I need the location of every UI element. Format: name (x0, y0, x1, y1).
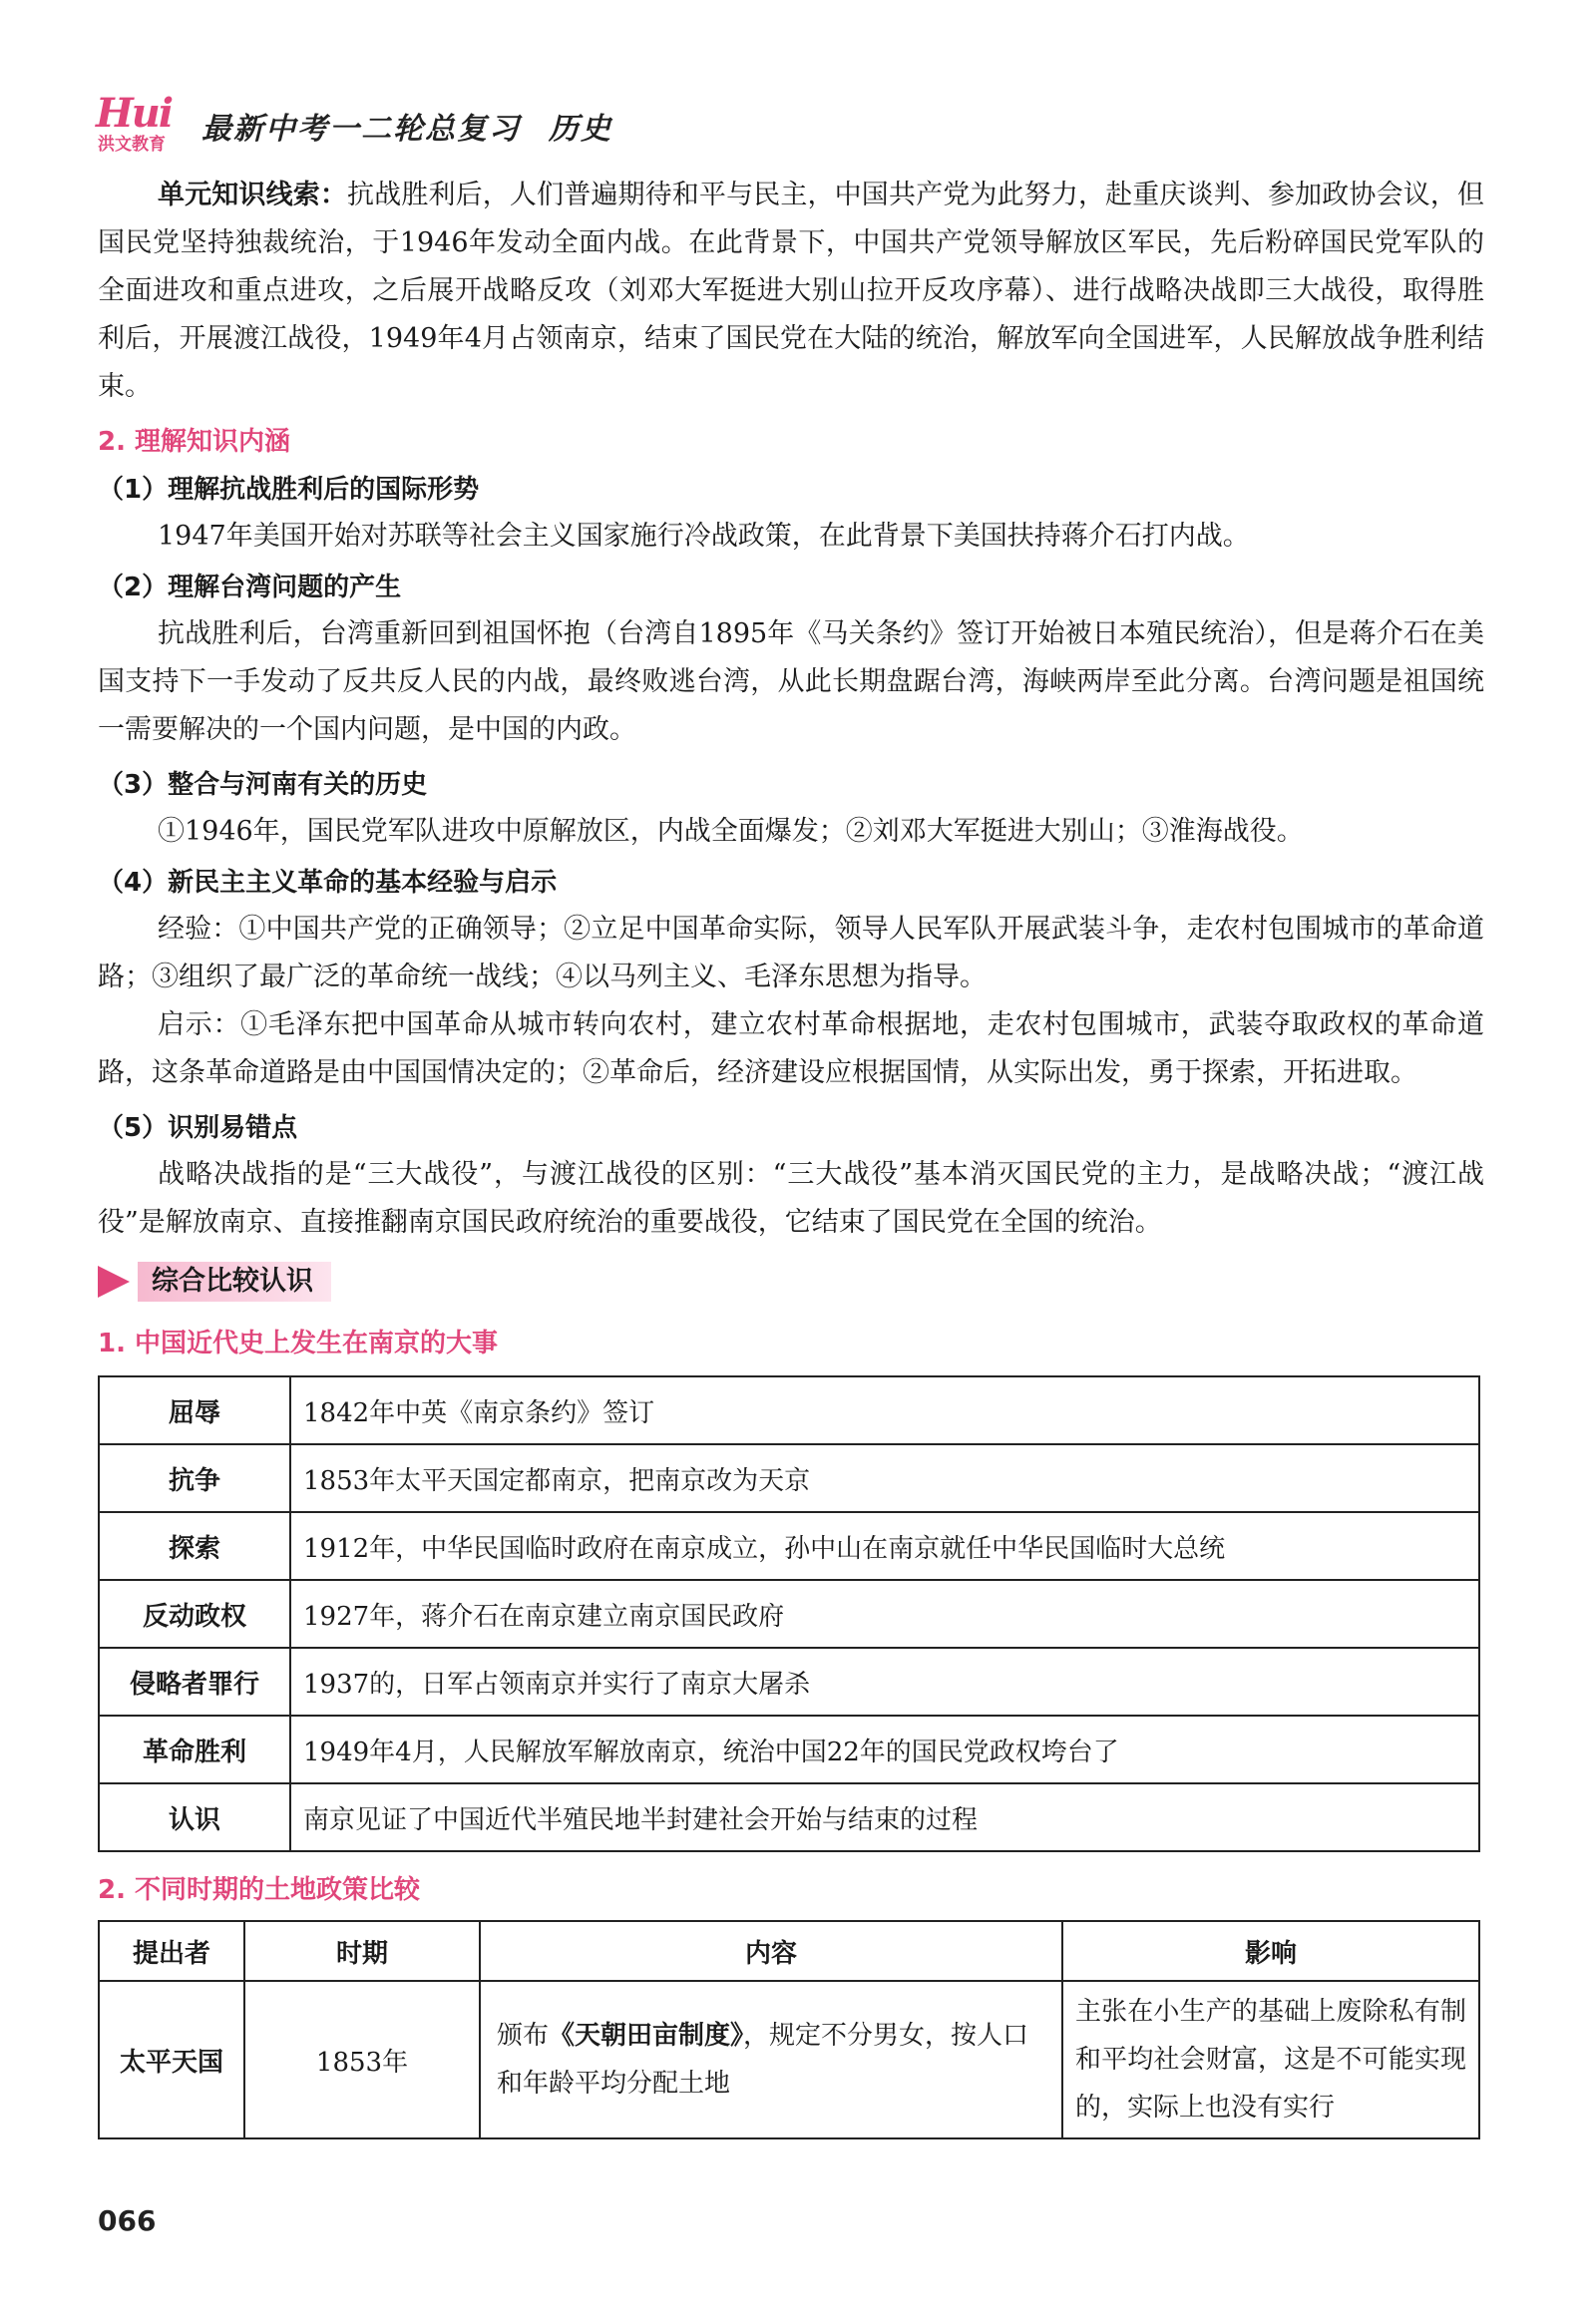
effect-cell: 主张在小生产的基础上废除私有制和平均社会财富，这是不可能实现的，实际上也没有实行 (1062, 1981, 1479, 2138)
content-highlight: 《天朝田亩制度》 (549, 2021, 744, 2051)
table-header-row (99, 1921, 1479, 1981)
row-value: 1927年，蒋介石在南京建立南京国民政府 (290, 1580, 1479, 1648)
row-key: 反动政权 (99, 1580, 290, 1648)
table-row (99, 1648, 1479, 1716)
paragraph-experience: 经验：①中国共产党的正确领导；②立足中国革命实际，领导人民军队开展武装斗争，走农村包围城市的革命道路；③组织了最广泛的革命统一战线；④以马列主义、毛泽东思想为指导。 (98, 914, 1484, 992)
proposer-cell: 太平天国 (99, 1981, 244, 2138)
paragraph: 1947年美国开始对苏联等社会主义国家施行冷战政策，在此背景下美国扶持蒋介石打内战。 (158, 521, 1250, 552)
content-prefix: 颁布 (497, 2021, 550, 2051)
subsection-body-4 (98, 906, 1484, 1097)
row-key: 抗争 (99, 1444, 290, 1512)
row-key: 革命胜利 (99, 1716, 290, 1783)
table-row (99, 1580, 1479, 1648)
page-number: 066 (98, 2204, 157, 2237)
logo-text: 洪文教育 (98, 135, 166, 155)
nanjing-events-table (98, 1375, 1480, 1852)
table-row (99, 1716, 1479, 1783)
page-header (92, 90, 1508, 156)
table2-heading: 2. 不同时期的土地政策比较 (98, 1875, 421, 1905)
row-value: 1853年太平天国定都南京，把南京改为天京 (290, 1444, 1479, 1512)
table-row (99, 1783, 1479, 1851)
paragraph-enlightenment: 启示：①毛泽东把中国革命从城市转向农村，建立农村革命根据地，走农村包围城市，武装夺取政权的革命道路，这条革命道路是由中国国情决定的；②革命后，经济建设应根据国情，从实际出发，勇于探索，开拓进取。 (98, 1009, 1484, 1088)
subsection-body-1 (98, 513, 1484, 561)
section-banner (98, 1262, 357, 1302)
table1-heading: 1. 中国近代史上发生在南京的大事 (98, 1329, 499, 1358)
paragraph: 抗战胜利后，台湾重新回到祖国怀抱（台湾自1895年《马关条约》签订开始被日本殖民统治），但是蒋介石在美国支持下一手发动了反共反人民的内战，最终败逃台湾，从此长期盘踞台湾，海峡两岸至此分离。台湾问题是祖国统一需要解决的一个国内问题，是中国的内政。 (98, 618, 1484, 745)
subsection-body-5 (98, 1151, 1484, 1247)
row-key: 屈辱 (99, 1376, 290, 1444)
book-title-text: 最新中考一二轮总复习 (201, 112, 521, 147)
content-cell (480, 1981, 1062, 2138)
subsection-title-4: （4）新民主主义革命的基本经验与启示 (98, 868, 558, 898)
table-row (99, 1981, 1479, 2138)
publisher-logo (92, 90, 192, 156)
row-value: 1937的，日军占领南京并实行了南京大屠杀 (290, 1648, 1479, 1716)
arrow-icon (98, 1266, 130, 1298)
row-value: 南京见证了中国近代半殖民地半封建社会开始与结束的过程 (290, 1783, 1479, 1851)
column-header: 影响 (1062, 1921, 1479, 1981)
content-suffix: ，规定不分男女，按人口和年龄平均分配土地 (497, 2021, 1029, 2099)
row-key: 探索 (99, 1512, 290, 1580)
paragraph: 战略决战指的是“三大战役”，与渡江战役的区别：“三大战役”基本消灭国民党的主力，是战略决战；“渡江战役”是解放南京、直接推翻南京国民政府统治的重要战役，它结束了国民党在全国的统治。 (98, 1159, 1484, 1238)
table-row (99, 1376, 1479, 1444)
period-cell: 1853年 (244, 1981, 480, 2138)
subsection-body-2 (98, 610, 1484, 754)
row-value: 1842年中英《南京条约》签订 (290, 1376, 1479, 1444)
section-heading-understand: 2. 理解知识内涵 (98, 427, 291, 457)
column-header: 时期 (244, 1921, 480, 1981)
subsection-title-2: （2）理解台湾问题的产生 (98, 573, 402, 602)
column-header: 提出者 (99, 1921, 244, 1981)
table-row (99, 1444, 1479, 1512)
land-policy-table (98, 1920, 1480, 2139)
unit-clue-text: 抗战胜利后，人们普遍期待和平与民主，中国共产党为此努力，赴重庆谈判、参加政协会议，但国民党坚持独裁统治，于1946年发动全面内战。在此背景下，中国共产党领导解放区军民，先后粉碎国民党军队的全面进攻和重点进攻，之后展开战略反攻（刘邓大军挺进大别山拉开反攻序幕）、进行战略决战即三大战役，取得胜利后，开展渡江战役，1949年4月占领南京，结束了国民党在大陆的统治，解放军向全国进军，人民解放战争胜利结束。 (98, 180, 1485, 402)
subsection-body-3 (98, 808, 1484, 856)
row-key: 认识 (99, 1783, 290, 1851)
subsection-title-3: （3）整合与河南有关的历史 (98, 770, 428, 800)
column-header: 内容 (480, 1921, 1062, 1981)
paragraph: ①1946年，国民党军队进攻中原解放区，内战全面爆发；②刘邓大军挺进大别山；③淮海战役。 (158, 816, 1304, 847)
logo-mark: Hui (96, 90, 173, 137)
subsection-title-1: （1）理解抗战胜利后的国际形势 (98, 475, 480, 505)
unit-clue-lead: 单元知识线索： (158, 180, 348, 210)
book-title (201, 104, 612, 148)
row-key: 侵略者罪行 (99, 1648, 290, 1716)
row-value: 1912年，中华民国临时政府在南京成立，孙中山在南京就任中华民国临时大总统 (290, 1512, 1479, 1580)
book-subject: 历史 (549, 112, 612, 147)
unit-clue-paragraph (98, 172, 1484, 411)
subsection-title-5: （5）识别易错点 (98, 1113, 298, 1143)
table-row (99, 1512, 1479, 1580)
banner-label: 综合比较认识 (138, 1262, 331, 1302)
row-value: 1949年4月，人民解放军解放南京，统治中国22年的国民党政权垮台了 (290, 1716, 1479, 1783)
